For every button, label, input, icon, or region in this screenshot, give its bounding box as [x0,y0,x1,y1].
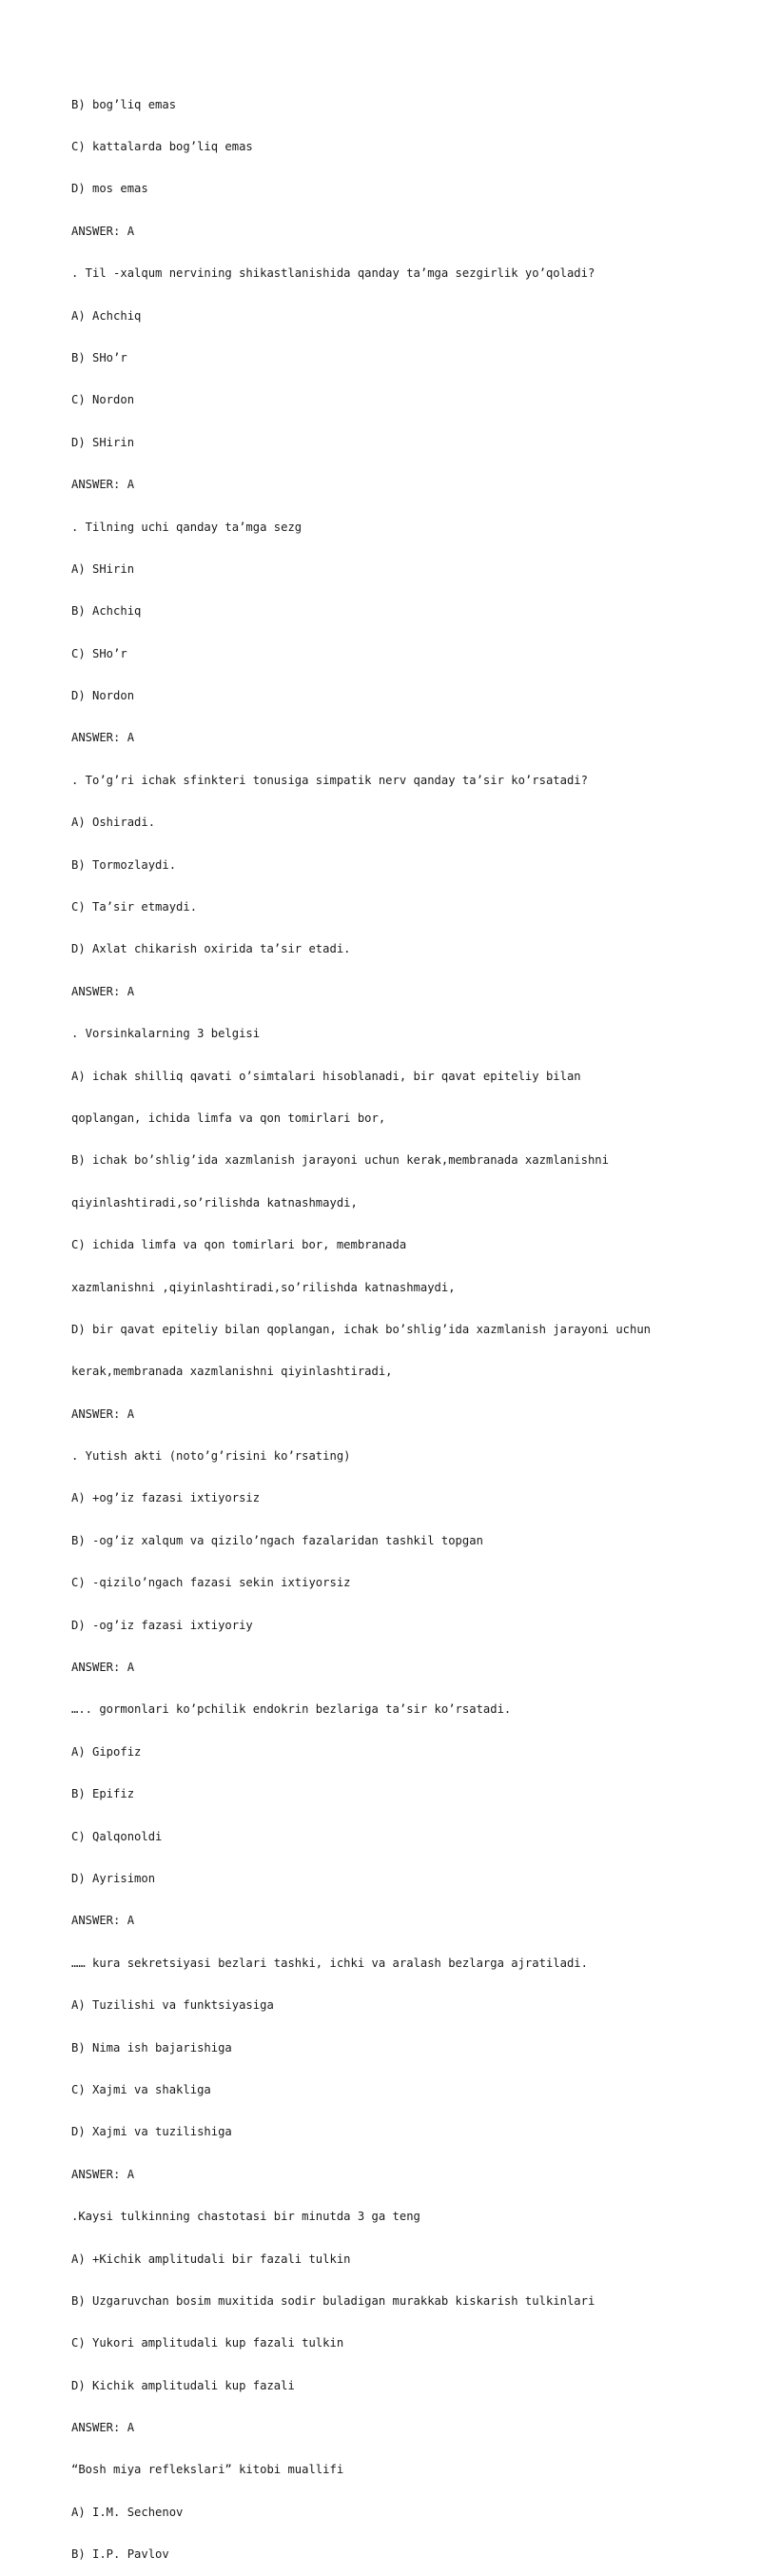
option-line: B) ichak bo’shlig’ida xazmlanish jarayoni uchun kerak,membranada xazmlanishni [71,1153,609,1168]
option-line: xazmlanishni ,qiyinlashtiradi,so’rilishda katnashmaydi, [71,1280,456,1294]
option-line: B) Epifiz [71,1787,135,1801]
question-line: . Vorsinkalarning 3 belgisi [71,1027,261,1041]
option-line: C) -qizilo’ngach fazasi sekin ixtiyorsiz [71,1576,351,1590]
answer-line: ANSWER: A [71,224,135,238]
option-line: A) I.M. Sechenov [71,2505,184,2519]
option-line: A) +og’iz fazasi ixtiyorsiz [71,1491,261,1505]
option-line: C) Qalqonoldi [71,1829,163,1843]
answer-line: ANSWER: A [71,1406,135,1421]
question-line: “Bosh miya reflekslari” kitobi muallifi [71,2463,344,2477]
option-line: A) ichak shilliq qavati o’simtalari hisoblanadi, bir qavat epiteliy bilan [71,1069,581,1083]
option-line: B) Tormozlaydi. [71,857,177,872]
option-line: D) -og’iz fazasi ixtiyoriy [71,1618,253,1632]
question-line: . Yutish akti (noto’g’risini ko’rsating) [71,1449,351,1464]
option-line: B) Nima ish bajarishiga [71,2040,232,2055]
option-line: D) Xajmi va tuzilishiga [71,2125,232,2139]
option-line: A) Achchiq [71,308,142,323]
option-line: D) Nordon [71,689,135,703]
question-line: . Tilning uchi qanday ta’mga sezg [71,520,302,534]
question-line: . To’g’ri ichak sfinkteri tonusiga simpatik nerv qanday ta’sir ko’rsatadi? [71,773,588,787]
option-line: D) Axlat chikarish oxirida ta’sir etadi. [71,942,351,956]
option-line: B) SHo’r [71,350,127,364]
option-line: B) -og’iz xalqum va qizilo’ngach fazalaridan tashkil topgan [71,1533,483,1547]
option-line: C) Ta’sir etmaydi. [71,900,198,914]
option-line: B) I.P. Pavlov [71,2547,169,2562]
answer-line: ANSWER: A [71,1661,135,1675]
option-line: A) SHirin [71,561,135,576]
option-line: qoplangan, ichida limfa va qon tomirlari bor, [71,1111,386,1125]
question-line: …… kura sekretsiyasi bezlari tashki, ichki va aralash bezlarga ajratiladi. [71,1956,588,1970]
option-line: C) ichida limfa va qon tomirlari bor, membranada [71,1238,407,1252]
answer-line: ANSWER: A [71,731,135,745]
option-line: B) Achchiq [71,604,142,619]
answer-line: ANSWER: A [71,2167,135,2181]
text-line: C) kattalarda bog’liq emas [71,139,253,153]
option-line: D) Ayrisimon [71,1872,156,1885]
question-line: .Kaysi tulkinning chastotasi bir minutda 3 ga teng [71,2210,420,2224]
option-line: D) Kichik amplitudali kup fazali [71,2378,295,2392]
option-line: A) Oshiradi. [71,816,156,830]
option-line: D) SHirin [71,435,135,449]
option-line: C) Xajmi va shakliga [71,2082,211,2096]
option-line: A) Tuzilishi va funktsiyasiga [71,1998,274,2013]
answer-line: ANSWER: A [71,984,135,998]
answer-line: ANSWER: A [71,478,135,492]
text-line: B) bog’liq emas [71,97,177,111]
option-line: C) Yukori amplitudali kup fazali tulkin [71,2336,344,2350]
answer-line: ANSWER: A [71,1914,135,1928]
question-line: . Til -xalqum nervining shikastlanishida qanday ta’mga sezgirlik yo’qoladi? [71,266,595,281]
question-line: ….. gormonlari ko’pchilik endokrin bezlariga ta’sir ko’rsatadi. [71,1702,512,1717]
answer-line: ANSWER: A [71,2421,135,2435]
option-line: C) Nordon [71,393,135,407]
option-line: qiyinlashtiradi,so’rilishda katnashmaydi, [71,1195,358,1209]
option-line: kerak,membranada xazmlanishni qiyinlashtiradi, [71,1365,393,1379]
option-line: A) +Kichik amplitudali bir fazali tulkin [71,2252,351,2266]
option-line: C) SHo’r [71,646,127,660]
text-line: D) mos emas [71,182,148,196]
document-text [71,69,737,2576]
option-line: B) Uzgaruvchan bosim muxitida sodir buladigan murakkab kiskarish tulkinlari [71,2293,595,2308]
option-line: D) bir qavat epiteliy bilan qoplangan, ichak bo’shlig’ida xazmlanish jarayoni uchun [71,1322,652,1336]
option-line: A) Gipofiz [71,1744,142,1759]
